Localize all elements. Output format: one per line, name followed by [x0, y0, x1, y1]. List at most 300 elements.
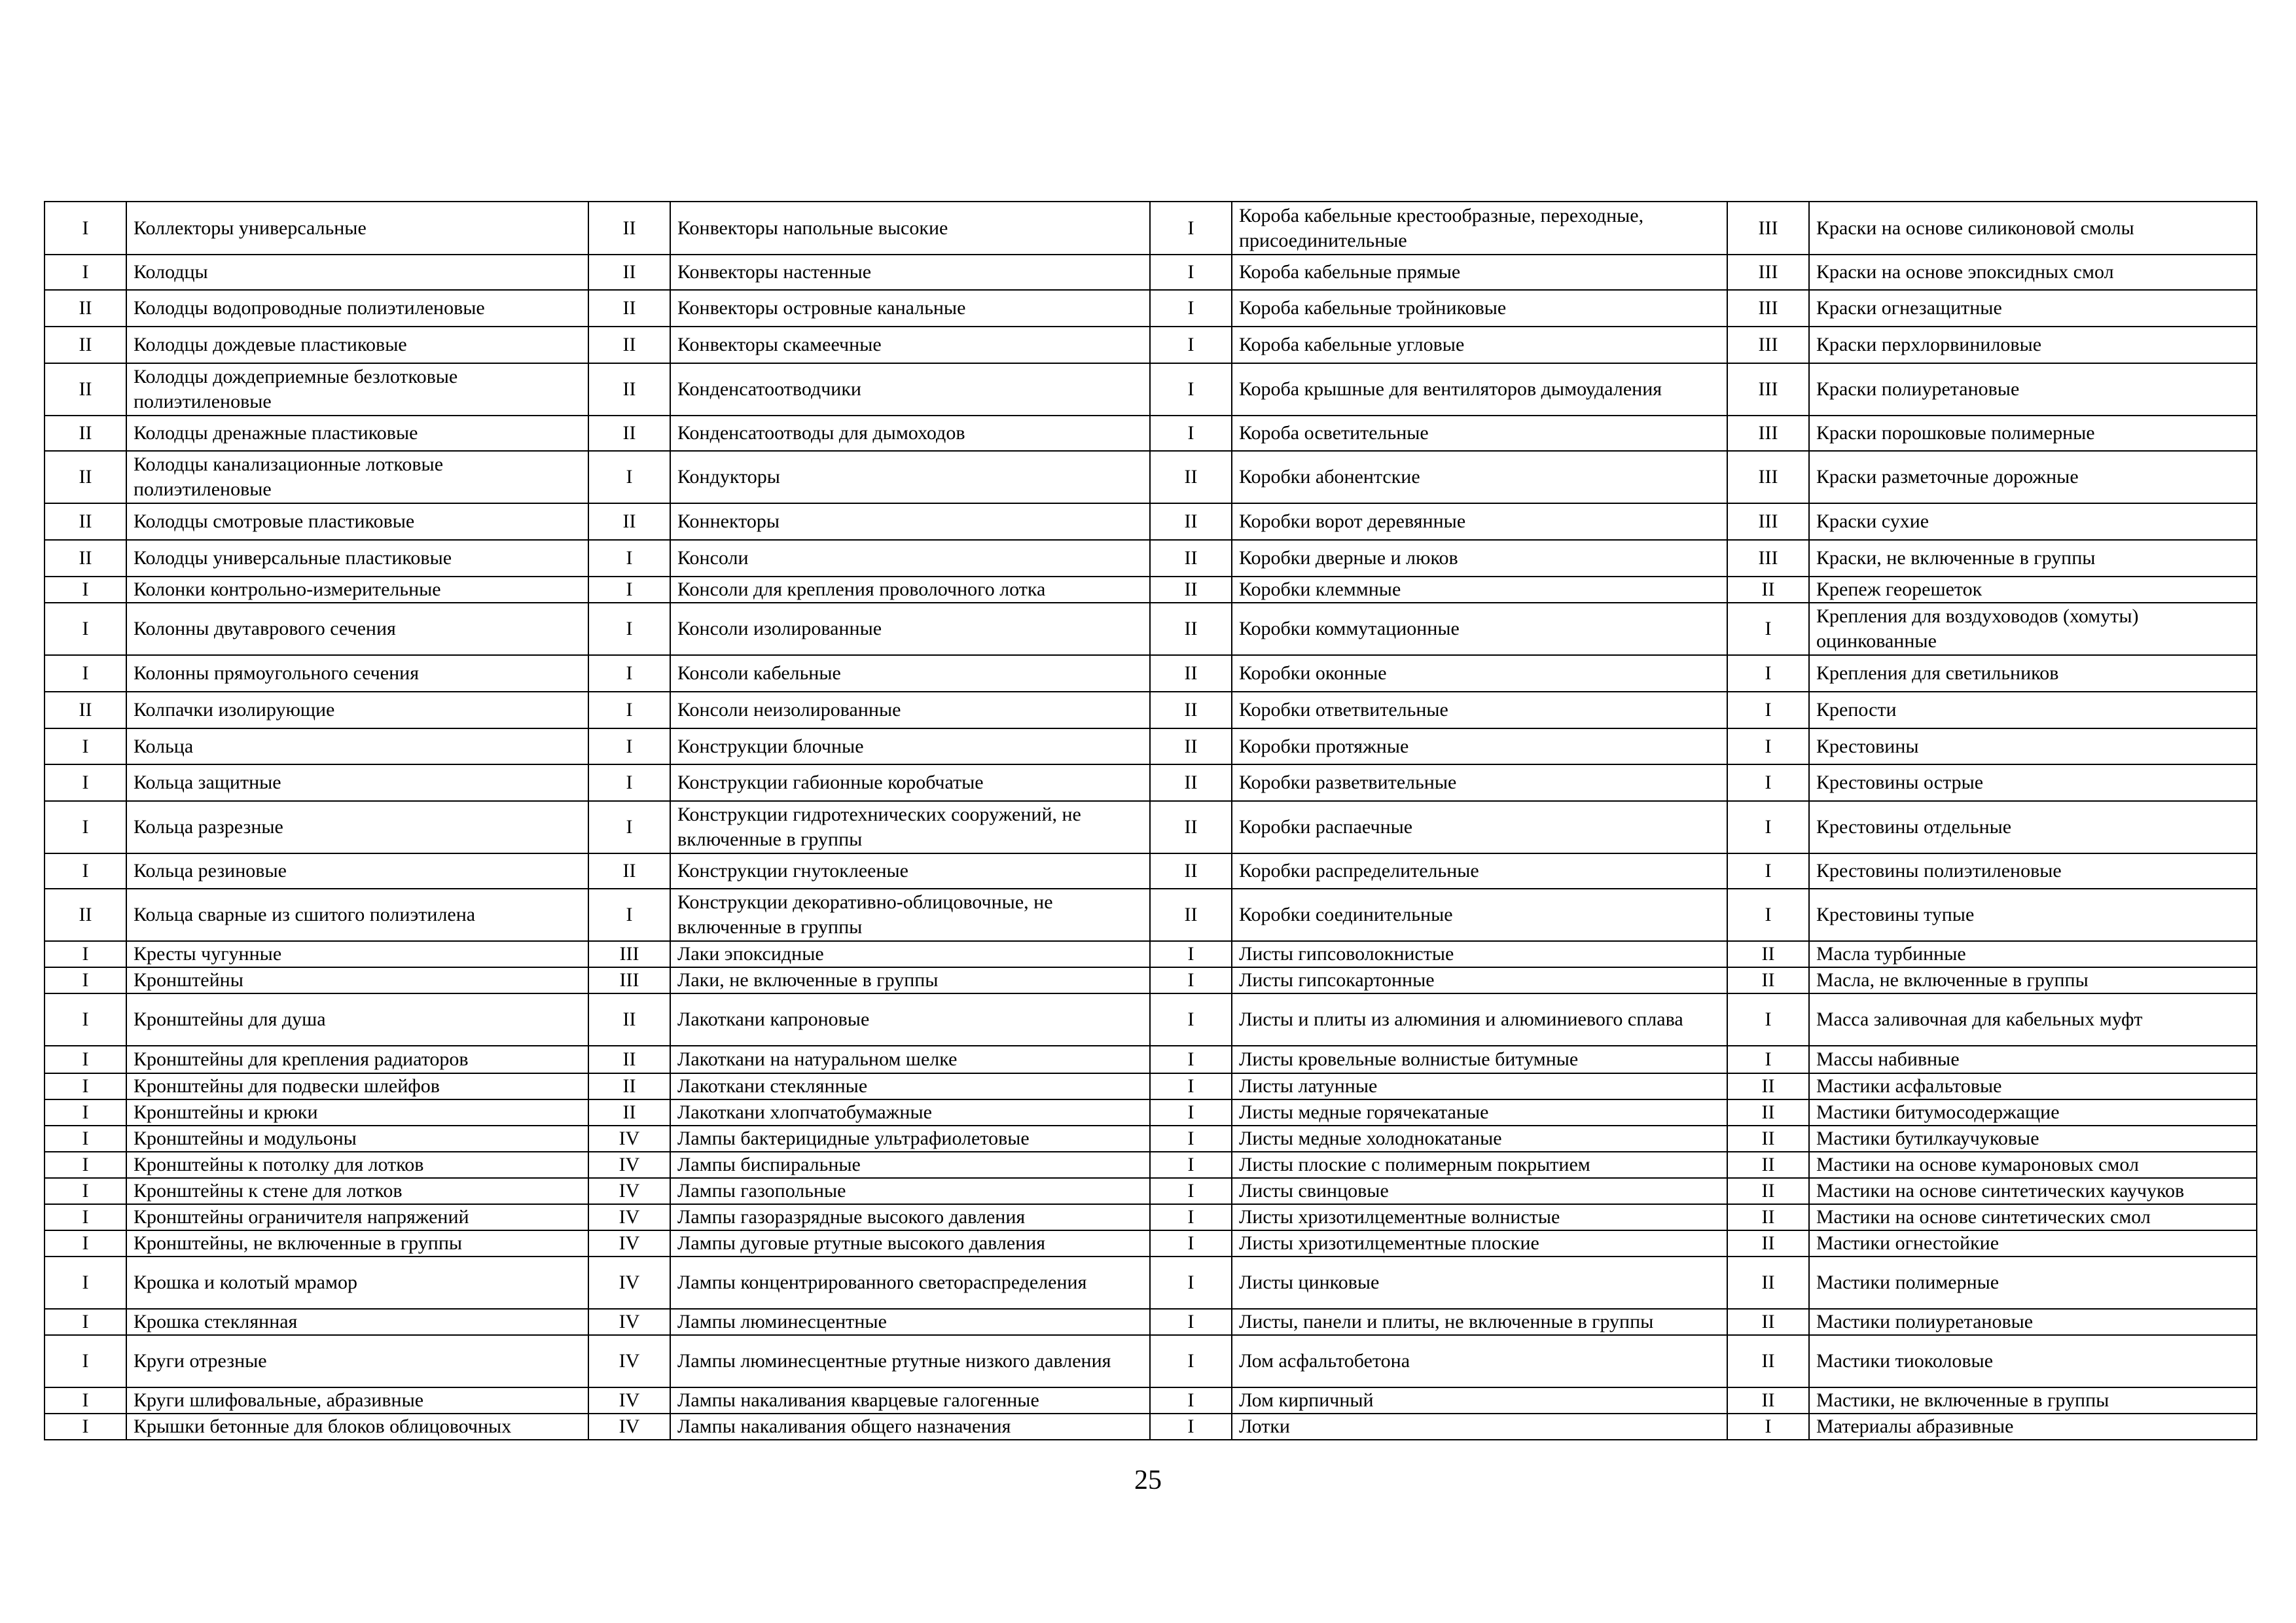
class-cell: II: [1727, 941, 1809, 967]
material-name-cell: Конденсатоотводчики: [670, 363, 1150, 416]
material-name-cell: Массы набивные: [1809, 1046, 2257, 1073]
material-name-cell: Колодцы: [126, 255, 588, 290]
class-cell: I: [45, 1099, 126, 1126]
material-name-cell: Колодцы смотровые пластиковые: [126, 503, 588, 540]
material-name-cell: Конструкции гидротехнических сооружений, не включенные в группы: [670, 801, 1150, 853]
table-row: [45, 577, 2257, 603]
class-cell: IV: [588, 1387, 670, 1414]
class-cell: I: [1150, 363, 1232, 416]
material-name-cell: Короба осветительные: [1232, 416, 1727, 451]
class-cell: I: [1727, 764, 1809, 801]
material-name-cell: Коннекторы: [670, 503, 1150, 540]
material-name-cell: Коробки клеммные: [1232, 577, 1727, 603]
table-row: [45, 327, 2257, 363]
material-name-cell: Кронштейны, не включенные в группы: [126, 1230, 588, 1257]
table-row: [45, 202, 2257, 255]
material-name-cell: Короба кабельные крестообразные, переходные, присоединительные: [1232, 202, 1727, 255]
material-name-cell: Мастики битумосодержащие: [1809, 1099, 2257, 1126]
material-name-cell: Крестовины полиэтиленовые: [1809, 853, 2257, 889]
table-row: [45, 1126, 2257, 1152]
class-cell: II: [1150, 577, 1232, 603]
class-cell: I: [1727, 801, 1809, 853]
material-name-cell: Кронштейны к стене для лотков: [126, 1178, 588, 1204]
material-name-cell: Материалы абразивные: [1809, 1414, 2257, 1440]
material-name-cell: Мастики на основе кумароновых смол: [1809, 1152, 2257, 1178]
material-name-cell: Коробки распределительные: [1232, 853, 1727, 889]
class-cell: II: [1727, 1126, 1809, 1152]
class-cell: III: [1727, 451, 1809, 503]
material-name-cell: Кондукторы: [670, 451, 1150, 503]
class-cell: III: [1727, 503, 1809, 540]
material-name-cell: Мастики бутилкаучуковые: [1809, 1126, 2257, 1152]
table-row: [45, 1099, 2257, 1126]
material-name-cell: Колодцы дождеприемные безлотковые полиэтиленовые: [126, 363, 588, 416]
material-name-cell: Консоли: [670, 540, 1150, 577]
class-cell: II: [1727, 1178, 1809, 1204]
material-name-cell: Конденсатоотводы для дымоходов: [670, 416, 1150, 451]
material-name-cell: Короба кабельные тройниковые: [1232, 290, 1727, 327]
material-name-cell: Лакоткани стеклянные: [670, 1073, 1150, 1099]
class-cell: I: [1727, 1046, 1809, 1073]
class-cell: I: [588, 540, 670, 577]
material-name-cell: Кронштейны к потолку для лотков: [126, 1152, 588, 1178]
material-name-cell: Лакоткани на натуральном шелке: [670, 1046, 1150, 1073]
class-cell: II: [588, 993, 670, 1046]
class-cell: II: [1727, 1257, 1809, 1309]
material-name-cell: Крестовины тупые: [1809, 889, 2257, 941]
class-cell: II: [1150, 540, 1232, 577]
material-name-cell: Круги отрезные: [126, 1335, 588, 1387]
table-row: [45, 728, 2257, 764]
table-row: [45, 1387, 2257, 1414]
class-cell: I: [1727, 692, 1809, 728]
material-name-cell: Краски, не включенные в группы: [1809, 540, 2257, 577]
material-name-cell: Короба кабельные угловые: [1232, 327, 1727, 363]
class-cell: I: [45, 1309, 126, 1335]
material-name-cell: Крошка и колотый мрамор: [126, 1257, 588, 1309]
material-name-cell: Краски разметочные дорожные: [1809, 451, 2257, 503]
material-name-cell: Лампы бактерицидные ультрафиолетовые: [670, 1126, 1150, 1152]
material-name-cell: Коробки разветвительные: [1232, 764, 1727, 801]
material-name-cell: Лампы накаливания кварцевые галогенные: [670, 1387, 1150, 1414]
class-cell: III: [588, 967, 670, 993]
class-cell: I: [588, 655, 670, 692]
class-cell: I: [1727, 655, 1809, 692]
class-cell: I: [45, 1046, 126, 1073]
table-row: [45, 1335, 2257, 1387]
class-cell: I: [1150, 1204, 1232, 1230]
table-row: [45, 967, 2257, 993]
class-cell: II: [588, 1099, 670, 1126]
class-cell: II: [45, 540, 126, 577]
class-cell: I: [45, 1204, 126, 1230]
material-name-cell: Лом асфальтобетона: [1232, 1335, 1727, 1387]
class-cell: II: [588, 290, 670, 327]
table-row: [45, 889, 2257, 941]
class-cell: I: [1150, 1387, 1232, 1414]
class-cell: IV: [588, 1414, 670, 1440]
class-cell: I: [588, 801, 670, 853]
class-cell: I: [1150, 255, 1232, 290]
material-name-cell: Лаки, не включенные в группы: [670, 967, 1150, 993]
class-cell: I: [1150, 1414, 1232, 1440]
class-cell: I: [1150, 1230, 1232, 1257]
class-cell: I: [588, 451, 670, 503]
material-name-cell: Консоли неизолированные: [670, 692, 1150, 728]
material-name-cell: Кронштейны: [126, 967, 588, 993]
class-cell: I: [1150, 941, 1232, 967]
material-name-cell: Коробки абонентские: [1232, 451, 1727, 503]
class-cell: I: [588, 603, 670, 655]
class-cell: I: [588, 728, 670, 764]
material-name-cell: Кольца разрезные: [126, 801, 588, 853]
class-cell: I: [1727, 889, 1809, 941]
class-cell: III: [1727, 202, 1809, 255]
class-cell: I: [45, 1414, 126, 1440]
material-name-cell: Кронштейны и модульоны: [126, 1126, 588, 1152]
class-cell: I: [45, 1230, 126, 1257]
class-cell: II: [1150, 503, 1232, 540]
class-cell: III: [588, 941, 670, 967]
class-cell: II: [1727, 1335, 1809, 1387]
class-cell: II: [1727, 1230, 1809, 1257]
class-cell: II: [1727, 1152, 1809, 1178]
class-cell: IV: [588, 1335, 670, 1387]
table-row: [45, 416, 2257, 451]
class-cell: II: [1727, 1073, 1809, 1099]
material-name-cell: Листы гипсокартонные: [1232, 967, 1727, 993]
class-cell: I: [45, 993, 126, 1046]
class-cell: II: [1727, 967, 1809, 993]
material-name-cell: Кольца защитные: [126, 764, 588, 801]
class-cell: I: [45, 1152, 126, 1178]
class-cell: I: [45, 853, 126, 889]
class-cell: I: [1150, 1309, 1232, 1335]
class-cell: I: [1727, 728, 1809, 764]
class-cell: I: [45, 603, 126, 655]
material-name-cell: Листы хризотилцементные волнистые: [1232, 1204, 1727, 1230]
class-cell: II: [1727, 1309, 1809, 1335]
table-row: [45, 1230, 2257, 1257]
material-name-cell: Колодцы дренажные пластиковые: [126, 416, 588, 451]
material-name-cell: Лампы дуговые ртутные высокого давления: [670, 1230, 1150, 1257]
class-cell: I: [45, 255, 126, 290]
class-cell: I: [45, 967, 126, 993]
class-cell: I: [1727, 1414, 1809, 1440]
material-name-cell: Кресты чугунные: [126, 941, 588, 967]
material-name-cell: Консоли изолированные: [670, 603, 1150, 655]
material-name-cell: Кронштейны для душа: [126, 993, 588, 1046]
material-name-cell: Колонки контрольно-измерительные: [126, 577, 588, 603]
class-cell: IV: [588, 1152, 670, 1178]
class-cell: I: [45, 202, 126, 255]
material-name-cell: Крышки бетонные для блоков облицовочных: [126, 1414, 588, 1440]
material-name-cell: Листы свинцовые: [1232, 1178, 1727, 1204]
material-name-cell: Лампы концентрированного светораспределения: [670, 1257, 1150, 1309]
class-cell: I: [45, 1257, 126, 1309]
material-name-cell: Коробки ворот деревянные: [1232, 503, 1727, 540]
material-name-cell: Крестовины острые: [1809, 764, 2257, 801]
class-cell: II: [588, 363, 670, 416]
material-name-cell: Колодцы канализационные лотковые полиэтиленовые: [126, 451, 588, 503]
class-cell: II: [1150, 889, 1232, 941]
class-cell: I: [1150, 290, 1232, 327]
table-row: [45, 1257, 2257, 1309]
material-name-cell: Листы латунные: [1232, 1073, 1727, 1099]
material-name-cell: Круги шлифовальные, абразивные: [126, 1387, 588, 1414]
class-cell: II: [1150, 728, 1232, 764]
class-cell: II: [1727, 1099, 1809, 1126]
table-row: [45, 603, 2257, 655]
material-name-cell: Коробки коммутационные: [1232, 603, 1727, 655]
class-cell: II: [1727, 1204, 1809, 1230]
material-name-cell: Кронштейны ограничителя напряжений: [126, 1204, 588, 1230]
table-row: [45, 1046, 2257, 1073]
material-name-cell: Коллекторы универсальные: [126, 202, 588, 255]
material-name-cell: Лом кирпичный: [1232, 1387, 1727, 1414]
class-cell: I: [1150, 327, 1232, 363]
class-cell: I: [45, 1073, 126, 1099]
class-cell: II: [1150, 801, 1232, 853]
class-cell: IV: [588, 1230, 670, 1257]
material-name-cell: Крестовины: [1809, 728, 2257, 764]
class-cell: I: [588, 889, 670, 941]
class-cell: III: [1727, 540, 1809, 577]
material-name-cell: Краски перхлорвиниловые: [1809, 327, 2257, 363]
material-name-cell: Краски на основе эпоксидных смол: [1809, 255, 2257, 290]
class-cell: I: [1727, 603, 1809, 655]
class-cell: II: [45, 889, 126, 941]
material-name-cell: Краски огнезащитные: [1809, 290, 2257, 327]
table-row: [45, 941, 2257, 967]
material-name-cell: Мастики, не включенные в группы: [1809, 1387, 2257, 1414]
material-name-cell: Лакоткани капроновые: [670, 993, 1150, 1046]
class-cell: I: [1150, 202, 1232, 255]
material-name-cell: Колонны двутаврового сечения: [126, 603, 588, 655]
class-cell: I: [45, 941, 126, 967]
class-cell: I: [45, 1126, 126, 1152]
material-name-cell: Листы и плиты из алюминия и алюминиевого сплава: [1232, 993, 1727, 1046]
class-cell: II: [588, 1046, 670, 1073]
class-cell: I: [1727, 993, 1809, 1046]
class-cell: I: [1150, 993, 1232, 1046]
material-name-cell: Консоли кабельные: [670, 655, 1150, 692]
material-name-cell: Конвекторы островные канальные: [670, 290, 1150, 327]
class-cell: II: [45, 692, 126, 728]
class-cell: IV: [588, 1204, 670, 1230]
class-cell: II: [45, 503, 126, 540]
class-cell: I: [45, 1387, 126, 1414]
material-name-cell: Лампы газопольные: [670, 1178, 1150, 1204]
class-cell: I: [1150, 1099, 1232, 1126]
material-name-cell: Листы кровельные волнистые битумные: [1232, 1046, 1727, 1073]
class-cell: II: [588, 202, 670, 255]
class-cell: II: [1727, 1387, 1809, 1414]
class-cell: II: [1150, 655, 1232, 692]
table-row: [45, 255, 2257, 290]
class-cell: I: [45, 655, 126, 692]
material-name-cell: Лампы биспиральные: [670, 1152, 1150, 1178]
material-name-cell: Листы медные горячекатаные: [1232, 1099, 1727, 1126]
table-row: [45, 853, 2257, 889]
table-body: [45, 202, 2257, 1440]
page-number: 25: [1134, 1465, 1162, 1495]
material-name-cell: Колонны прямоугольного сечения: [126, 655, 588, 692]
material-name-cell: Коробки распаечные: [1232, 801, 1727, 853]
class-cell: II: [45, 451, 126, 503]
class-cell: I: [45, 801, 126, 853]
material-name-cell: Листы медные холоднокатаные: [1232, 1126, 1727, 1152]
material-name-cell: Колодцы универсальные пластиковые: [126, 540, 588, 577]
material-name-cell: Краски полиуретановые: [1809, 363, 2257, 416]
class-cell: I: [1150, 1126, 1232, 1152]
material-name-cell: Кольца резиновые: [126, 853, 588, 889]
class-cell: IV: [588, 1126, 670, 1152]
material-name-cell: Короба кабельные прямые: [1232, 255, 1727, 290]
class-cell: I: [45, 1178, 126, 1204]
material-name-cell: Лакоткани хлопчатобумажные: [670, 1099, 1150, 1126]
class-cell: III: [1727, 255, 1809, 290]
material-name-cell: Коробки дверные и люков: [1232, 540, 1727, 577]
table-row: [45, 363, 2257, 416]
class-cell: II: [1150, 451, 1232, 503]
material-name-cell: Мастики на основе синтетических каучуков: [1809, 1178, 2257, 1204]
class-cell: I: [1150, 1046, 1232, 1073]
material-name-cell: Крепости: [1809, 692, 2257, 728]
material-name-cell: Мастики тиоколовые: [1809, 1335, 2257, 1387]
material-name-cell: Лотки: [1232, 1414, 1727, 1440]
material-name-cell: Колпачки изолирующие: [126, 692, 588, 728]
material-name-cell: Коробки оконные: [1232, 655, 1727, 692]
material-name-cell: Кронштейны для подвески шлейфов: [126, 1073, 588, 1099]
class-cell: II: [1727, 577, 1809, 603]
class-cell: III: [1727, 416, 1809, 451]
material-name-cell: Листы цинковые: [1232, 1257, 1727, 1309]
material-name-cell: Мастики огнестойкие: [1809, 1230, 2257, 1257]
class-cell: II: [45, 327, 126, 363]
class-cell: I: [45, 764, 126, 801]
table-row: [45, 1178, 2257, 1204]
class-cell: II: [1150, 853, 1232, 889]
table-row: [45, 993, 2257, 1046]
table-row: [45, 801, 2257, 853]
material-name-cell: Кронштейны и крюки: [126, 1099, 588, 1126]
material-name-cell: Краски порошковые полимерные: [1809, 416, 2257, 451]
material-name-cell: Мастики асфальтовые: [1809, 1073, 2257, 1099]
class-cell: I: [1150, 967, 1232, 993]
table-row: [45, 1414, 2257, 1440]
material-name-cell: Конвекторы скамеечные: [670, 327, 1150, 363]
material-name-cell: Масса заливочная для кабельных муфт: [1809, 993, 2257, 1046]
material-name-cell: Масла турбинные: [1809, 941, 2257, 967]
class-cell: I: [1150, 1073, 1232, 1099]
table-row: [45, 1152, 2257, 1178]
table-row: [45, 1073, 2257, 1099]
material-name-cell: Лаки эпоксидные: [670, 941, 1150, 967]
class-cell: I: [1150, 1257, 1232, 1309]
class-cell: I: [588, 577, 670, 603]
class-cell: III: [1727, 327, 1809, 363]
material-name-cell: Конвекторы настенные: [670, 255, 1150, 290]
material-name-cell: Крошка стеклянная: [126, 1309, 588, 1335]
class-cell: II: [1150, 692, 1232, 728]
class-cell: I: [45, 728, 126, 764]
material-name-cell: Конструкции гнутоклееные: [670, 853, 1150, 889]
class-cell: II: [1150, 764, 1232, 801]
material-name-cell: Мастики на основе синтетических смол: [1809, 1204, 2257, 1230]
material-name-cell: Кронштейны для крепления радиаторов: [126, 1046, 588, 1073]
material-name-cell: Кольца сварные из сшитого полиэтилена: [126, 889, 588, 941]
table-row: [45, 503, 2257, 540]
material-name-cell: Колодцы дождевые пластиковые: [126, 327, 588, 363]
class-cell: III: [1727, 363, 1809, 416]
material-name-cell: Листы, панели и плиты, не включенные в группы: [1232, 1309, 1727, 1335]
table-row: [45, 1309, 2257, 1335]
class-cell: II: [588, 503, 670, 540]
class-cell: II: [1150, 603, 1232, 655]
material-name-cell: Крепления для светильников: [1809, 655, 2257, 692]
material-name-cell: Краски на основе силиконовой смолы: [1809, 202, 2257, 255]
material-name-cell: Мастики полиуретановые: [1809, 1309, 2257, 1335]
class-cell: I: [1150, 416, 1232, 451]
class-cell: I: [1727, 853, 1809, 889]
class-cell: I: [1150, 1178, 1232, 1204]
class-cell: I: [45, 1335, 126, 1387]
material-name-cell: Краски сухие: [1809, 503, 2257, 540]
class-cell: I: [588, 692, 670, 728]
material-name-cell: Лампы накаливания общего назначения: [670, 1414, 1150, 1440]
class-cell: I: [588, 764, 670, 801]
class-cell: IV: [588, 1257, 670, 1309]
class-cell: I: [1150, 1335, 1232, 1387]
material-name-cell: Кольца: [126, 728, 588, 764]
class-cell: III: [1727, 290, 1809, 327]
material-name-cell: Коробки ответвительные: [1232, 692, 1727, 728]
material-name-cell: Лампы люминесцентные: [670, 1309, 1150, 1335]
material-name-cell: Крепеж георешеток: [1809, 577, 2257, 603]
class-cell: II: [45, 363, 126, 416]
material-name-cell: Масла, не включенные в группы: [1809, 967, 2257, 993]
class-cell: I: [1150, 1152, 1232, 1178]
material-name-cell: Лампы люминесцентные ртутные низкого давления: [670, 1335, 1150, 1387]
material-name-cell: Крепления для воздуховодов (хомуты) оцинкованные: [1809, 603, 2257, 655]
material-name-cell: Консоли для крепления проволочного лотка: [670, 577, 1150, 603]
class-cell: IV: [588, 1178, 670, 1204]
table-row: [45, 451, 2257, 503]
material-name-cell: Конструкции габионные коробчатые: [670, 764, 1150, 801]
table-row: [45, 764, 2257, 801]
material-name-cell: Колодцы водопроводные полиэтиленовые: [126, 290, 588, 327]
material-name-cell: Листы гипсоволокнистые: [1232, 941, 1727, 967]
material-name-cell: Конвекторы напольные высокие: [670, 202, 1150, 255]
material-name-cell: Крестовины отдельные: [1809, 801, 2257, 853]
table-row: [45, 655, 2257, 692]
material-name-cell: Конструкции декоративно-облицовочные, не включенные в группы: [670, 889, 1150, 941]
table-row: [45, 540, 2257, 577]
material-name-cell: Листы плоские с полимерным покрытием: [1232, 1152, 1727, 1178]
class-cell: II: [45, 290, 126, 327]
class-cell: II: [45, 416, 126, 451]
material-name-cell: Коробки соединительные: [1232, 889, 1727, 941]
class-cell: II: [588, 255, 670, 290]
table-row: [45, 290, 2257, 327]
table-row: [45, 692, 2257, 728]
table-row: [45, 1204, 2257, 1230]
material-name-cell: Короба крышные для вентиляторов дымоудаления: [1232, 363, 1727, 416]
material-name-cell: Лампы газоразрядные высокого давления: [670, 1204, 1150, 1230]
class-cell: II: [588, 416, 670, 451]
material-name-cell: Коробки протяжные: [1232, 728, 1727, 764]
